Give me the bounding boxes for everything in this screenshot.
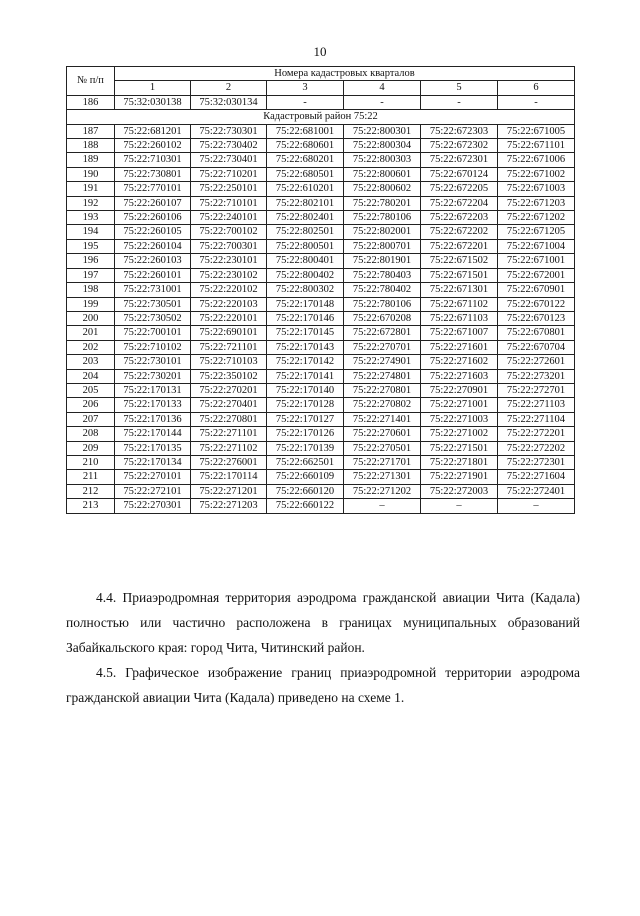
cadastral-number-cell: 75:22:272101	[115, 484, 191, 498]
cadastral-number-cell: 75:22:710102	[115, 340, 191, 354]
cadastral-number-cell: 75:22:671005	[498, 124, 575, 138]
header-row-group	[67, 67, 575, 81]
cadastral-number-cell: 75:22:680601	[267, 139, 344, 153]
row-number: 198	[67, 283, 115, 297]
cadastral-number-cell: 75:22:672302	[421, 139, 498, 153]
cadastral-number-cell: 75:22:170145	[267, 326, 344, 340]
cadastral-number-cell: 75:22:660109	[267, 470, 344, 484]
cadastral-number-cell: 75:22:671202	[498, 211, 575, 225]
row-number: 204	[67, 369, 115, 383]
row-number: 193	[67, 211, 115, 225]
cadastral-number-cell: 75:22:271301	[344, 470, 421, 484]
cadastral-number-cell: 75:22:671501	[421, 268, 498, 282]
cadastral-number-cell: 75:22:270901	[421, 383, 498, 397]
cadastral-number-cell: 75:22:690101	[191, 326, 267, 340]
paragraph-4-4: 4.4. Приаэродромная территория аэродрома гражданской авиации Чита (Кадала) полностью или частично расположена в границах муниципальных образований Забайкальского края: город Чита, Читинский район.	[66, 590, 580, 655]
row-number: 186	[67, 95, 115, 109]
cadastral-number-cell: 75:22:730502	[115, 311, 191, 325]
table-row	[67, 355, 575, 369]
cadastral-number-cell: 75:22:271103	[498, 398, 575, 412]
cadastral-number-cell: 75:22:800501	[267, 239, 344, 253]
cadastral-number-cell: 75:22:170143	[267, 340, 344, 354]
table-row	[67, 427, 575, 441]
cadastral-number-cell: 75:22:730401	[191, 153, 267, 167]
column-header-3: 3	[267, 81, 344, 95]
cadastral-number-cell: 75:22:270601	[344, 427, 421, 441]
row-number: 210	[67, 455, 115, 469]
table-row	[67, 153, 575, 167]
cadastral-number-cell: 75:22:270801	[191, 412, 267, 426]
cadastral-number-cell: 75:22:170134	[115, 455, 191, 469]
cadastral-number-cell: 75:22:270801	[344, 383, 421, 397]
cadastral-number-cell: 75:22:220101	[191, 311, 267, 325]
cadastral-number-cell: 75:22:780402	[344, 283, 421, 297]
row-number: 189	[67, 153, 115, 167]
cadastral-number-cell: 75:22:274801	[344, 369, 421, 383]
table-row	[67, 326, 575, 340]
cadastral-number-cell: 75:22:671101	[498, 139, 575, 153]
cadastral-number-cell: 75:22:700102	[191, 225, 267, 239]
table-row	[67, 383, 575, 397]
cadastral-number-cell: 75:22:721101	[191, 340, 267, 354]
row-number: 208	[67, 427, 115, 441]
cadastral-number-cell: 75:22:671003	[498, 182, 575, 196]
column-header-number: № п/п	[67, 67, 115, 96]
cadastral-number-cell: 75:22:672205	[421, 182, 498, 196]
row-number: 203	[67, 355, 115, 369]
cadastral-number-cell: 75:22:270701	[344, 340, 421, 354]
cadastral-number-cell: 75:22:260101	[115, 268, 191, 282]
cadastral-number-cell: 75:22:273201	[498, 369, 575, 383]
cadastral-number-cell: 75:22:230102	[191, 268, 267, 282]
cadastral-number-cell: 75:22:802501	[267, 225, 344, 239]
cadastral-number-cell: 75:22:272701	[498, 383, 575, 397]
cadastral-number-cell: 75:22:801901	[344, 254, 421, 268]
cadastral-number-cell: 75:22:730801	[115, 167, 191, 181]
cadastral-number-cell: 75:22:260105	[115, 225, 191, 239]
cadastral-number-cell: 75:22:670124	[421, 167, 498, 181]
cadastral-number-cell: 75:22:671001	[498, 254, 575, 268]
column-header-4: 4	[344, 81, 421, 95]
cadastral-number-cell: 75:22:276001	[191, 455, 267, 469]
row-number: 205	[67, 383, 115, 397]
cadastral-number-cell: 75:22:780201	[344, 196, 421, 210]
table-header	[67, 67, 575, 96]
table-row	[67, 499, 575, 513]
cadastral-number-cell: 75:22:270501	[344, 441, 421, 455]
cadastral-number-cell: 75:22:681001	[267, 124, 344, 138]
row-number: 201	[67, 326, 115, 340]
cadastral-number-cell: 75:22:272003	[421, 484, 498, 498]
row-number: 188	[67, 139, 115, 153]
cadastral-number-cell: 75:22:170148	[267, 297, 344, 311]
cadastral-number-cell: 75:22:780403	[344, 268, 421, 282]
cadastral-number-cell: 75:22:730101	[115, 355, 191, 369]
cadastral-number-cell: 75:22:260106	[115, 211, 191, 225]
cadastral-number-cell: 75:22:671103	[421, 311, 498, 325]
row-number: 191	[67, 182, 115, 196]
table-row	[67, 398, 575, 412]
cadastral-number-cell: 75:22:660120	[267, 484, 344, 498]
cadastral-number-cell: –	[498, 499, 575, 513]
table-row	[67, 268, 575, 282]
column-header-1: 1	[115, 81, 191, 95]
row-number: 211	[67, 470, 115, 484]
cadastral-number-cell: 75:22:802401	[267, 211, 344, 225]
cadastral-number-cell: 75:22:802101	[267, 196, 344, 210]
row-number: 195	[67, 239, 115, 253]
cadastral-number-cell: 75:22:270401	[191, 398, 267, 412]
cadastral-number-cell: 75:22:270101	[115, 470, 191, 484]
cadastral-number-cell: 75:22:170139	[267, 441, 344, 455]
cadastral-number-cell: –	[421, 499, 498, 513]
cadastral-number-cell: 75:22:271002	[421, 427, 498, 441]
cadastral-number-cell: 75:22:800402	[267, 268, 344, 282]
cadastral-number-cell: 75:22:660122	[267, 499, 344, 513]
cadastral-number-cell: 75:22:672801	[344, 326, 421, 340]
cadastral-number-cell: 75:22:170142	[267, 355, 344, 369]
cadastral-number-cell: 75:22:260102	[115, 139, 191, 153]
cadastral-number-cell: 75:22:672303	[421, 124, 498, 138]
cadastral-number-cell: 75:22:260103	[115, 254, 191, 268]
table-row	[67, 311, 575, 325]
cadastral-number-cell: 75:22:800302	[267, 283, 344, 297]
row-number: 207	[67, 412, 115, 426]
cadastral-number-cell: 75:22:170136	[115, 412, 191, 426]
cadastral-number-cell: 75:22:802001	[344, 225, 421, 239]
region-row	[67, 110, 575, 124]
cadastral-number-cell: 75:22:271401	[344, 412, 421, 426]
table-row	[67, 182, 575, 196]
cadastral-number-cell: 75:22:271604	[498, 470, 575, 484]
cadastral-number-cell: 75:22:350102	[191, 369, 267, 383]
cadastral-number-cell: 75:22:274901	[344, 355, 421, 369]
cadastral-number-cell: 75:22:730201	[115, 369, 191, 383]
table-row	[67, 95, 575, 109]
cadastral-number-cell: 75:22:800701	[344, 239, 421, 253]
cadastral-number-cell: 75:22:700301	[191, 239, 267, 253]
cadastral-number-cell: 75:22:672301	[421, 153, 498, 167]
cadastral-number-cell: 75:22:671502	[421, 254, 498, 268]
row-number: 194	[67, 225, 115, 239]
cadastral-number-cell: -	[344, 95, 421, 109]
cadastral-number-cell: 75:22:800304	[344, 139, 421, 153]
table-row	[67, 340, 575, 354]
cadastral-number-cell: -	[498, 95, 575, 109]
table-row	[67, 211, 575, 225]
cadastral-number-cell: 75:22:271602	[421, 355, 498, 369]
cadastral-number-cell: 75:22:700101	[115, 326, 191, 340]
table-row	[67, 124, 575, 138]
cadastral-number-cell: 75:22:800601	[344, 167, 421, 181]
cadastral-number-cell: 75:22:670901	[498, 283, 575, 297]
cadastral-number-cell: 75:22:610201	[267, 182, 344, 196]
row-number: 213	[67, 499, 115, 513]
cadastral-number-cell: 75:22:672201	[421, 239, 498, 253]
cadastral-table	[66, 66, 575, 514]
cadastral-number-cell: 75:22:271102	[191, 441, 267, 455]
cadastral-number-cell: 75:22:671004	[498, 239, 575, 253]
cadastral-number-cell: 75:32:030138	[115, 95, 191, 109]
table-row	[67, 283, 575, 297]
cadastral-number-cell: 75:22:672001	[498, 268, 575, 282]
column-header-5: 5	[421, 81, 498, 95]
row-number: 212	[67, 484, 115, 498]
cadastral-number-cell: 75:22:270802	[344, 398, 421, 412]
cadastral-number-cell: 75:22:230101	[191, 254, 267, 268]
cadastral-number-cell: 75:22:271201	[191, 484, 267, 498]
cadastral-number-cell: 75:22:672204	[421, 196, 498, 210]
cadastral-number-cell: 75:22:271701	[344, 455, 421, 469]
cadastral-number-cell: 75:22:272201	[498, 427, 575, 441]
cadastral-number-cell: –	[344, 499, 421, 513]
cadastral-number-cell: 75:22:671301	[421, 283, 498, 297]
table-row	[67, 455, 575, 469]
cadastral-number-cell: 75:22:672202	[421, 225, 498, 239]
cadastral-number-cell: 75:22:170127	[267, 412, 344, 426]
table-row	[67, 484, 575, 498]
cadastral-number-cell: 75:22:710201	[191, 167, 267, 181]
page-number: 10	[313, 44, 327, 59]
cadastral-number-cell: 75:22:731001	[115, 283, 191, 297]
row-number: 187	[67, 124, 115, 138]
cadastral-number-cell: 75:22:250101	[191, 182, 267, 196]
cadastral-number-cell: 75:22:770101	[115, 182, 191, 196]
column-header-6: 6	[498, 81, 575, 95]
cadastral-number-cell: 75:22:670123	[498, 311, 575, 325]
cadastral-number-cell: 75:22:671102	[421, 297, 498, 311]
cadastral-number-cell: 75:22:260107	[115, 196, 191, 210]
cadastral-number-cell: 75:22:670801	[498, 326, 575, 340]
row-number: 200	[67, 311, 115, 325]
cadastral-number-cell: 75:22:170128	[267, 398, 344, 412]
cadastral-number-cell: 75:22:680501	[267, 167, 344, 181]
cadastral-number-cell: 75:22:671205	[498, 225, 575, 239]
table-row	[67, 369, 575, 383]
table-row	[67, 196, 575, 210]
cadastral-number-cell: 75:22:730301	[191, 124, 267, 138]
cadastral-number-cell: 75:22:170135	[115, 441, 191, 455]
cadastral-number-cell: 75:22:680201	[267, 153, 344, 167]
table-row	[67, 254, 575, 268]
table-row	[67, 297, 575, 311]
cadastral-number-cell: 75:22:271801	[421, 455, 498, 469]
table-body	[67, 95, 575, 513]
column-header-2: 2	[191, 81, 267, 95]
cadastral-number-cell: 75:22:271001	[421, 398, 498, 412]
cadastral-number-cell: 75:22:780106	[344, 211, 421, 225]
cadastral-number-cell: 75:22:240101	[191, 211, 267, 225]
cadastral-number-cell: 75:22:671002	[498, 167, 575, 181]
cadastral-number-cell: 75:22:671006	[498, 153, 575, 167]
cadastral-number-cell: 75:22:170141	[267, 369, 344, 383]
cadastral-number-cell: 75:22:730402	[191, 139, 267, 153]
cadastral-number-cell: 75:22:170133	[115, 398, 191, 412]
cadastral-number-cell: 75:22:271901	[421, 470, 498, 484]
cadastral-number-cell: 75:22:271202	[344, 484, 421, 498]
cadastral-number-cell: 75:22:272202	[498, 441, 575, 455]
row-number: 190	[67, 167, 115, 181]
row-number: 196	[67, 254, 115, 268]
cadastral-number-cell: 75:22:671007	[421, 326, 498, 340]
cadastral-number-cell: 75:22:800301	[344, 124, 421, 138]
cadastral-number-cell: 75:22:170144	[115, 427, 191, 441]
row-number: 199	[67, 297, 115, 311]
row-number: 202	[67, 340, 115, 354]
cadastral-number-cell: 75:22:710101	[191, 196, 267, 210]
cadastral-number-cell: 75:22:800602	[344, 182, 421, 196]
cadastral-number-cell: 75:22:662501	[267, 455, 344, 469]
table-row	[67, 470, 575, 484]
cadastral-number-cell: 75:22:260104	[115, 239, 191, 253]
table-row	[67, 167, 575, 181]
table-row	[67, 225, 575, 239]
cadastral-number-cell: 75:22:730501	[115, 297, 191, 311]
row-number: 206	[67, 398, 115, 412]
cadastral-number-cell: 75:22:271501	[421, 441, 498, 455]
cadastral-number-cell: 75:22:800303	[344, 153, 421, 167]
cadastral-number-cell: 75:22:672203	[421, 211, 498, 225]
cadastral-number-cell: -	[267, 95, 344, 109]
cadastral-number-cell: 75:22:170126	[267, 427, 344, 441]
header-row-columns	[67, 81, 575, 95]
cadastral-number-cell: 75:22:271104	[498, 412, 575, 426]
cadastral-number-cell: 75:22:270301	[115, 499, 191, 513]
table-row	[67, 139, 575, 153]
cadastral-number-cell: 75:22:671203	[498, 196, 575, 210]
table-row	[67, 441, 575, 455]
paragraph-4-5: 4.5. Графическое изображение границ приаэродромной территории аэродрома гражданской авиации Чита (Кадала) приведено на схеме 1.	[66, 665, 580, 705]
cadastral-number-cell: 75:22:272601	[498, 355, 575, 369]
cadastral-number-cell: 75:22:170114	[191, 470, 267, 484]
table-row	[67, 412, 575, 426]
cadastral-number-cell: 75:22:170140	[267, 383, 344, 397]
cadastral-number-cell: 75:22:220102	[191, 283, 267, 297]
cadastral-number-cell: 75:22:800401	[267, 254, 344, 268]
column-header-group: Номера кадастровых кварталов	[115, 67, 575, 81]
cadastral-number-cell: 75:22:670208	[344, 311, 421, 325]
cadastral-number-cell: 75:22:271203	[191, 499, 267, 513]
cadastral-number-cell: 75:32:030134	[191, 95, 267, 109]
cadastral-number-cell: 75:22:670704	[498, 340, 575, 354]
table-row	[67, 239, 575, 253]
row-number: 197	[67, 268, 115, 282]
region-label: Кадастровый район 75:22	[67, 110, 575, 124]
cadastral-number-cell: 75:22:681201	[115, 124, 191, 138]
row-number: 192	[67, 196, 115, 210]
cadastral-number-cell: 75:22:271101	[191, 427, 267, 441]
cadastral-number-cell: 75:22:271601	[421, 340, 498, 354]
cadastral-number-cell: 75:22:220103	[191, 297, 267, 311]
cadastral-number-cell: 75:22:670122	[498, 297, 575, 311]
cadastral-number-cell: 75:22:272401	[498, 484, 575, 498]
cadastral-number-cell: 75:22:272301	[498, 455, 575, 469]
cadastral-number-cell: 75:22:271603	[421, 369, 498, 383]
cadastral-number-cell: 75:22:170146	[267, 311, 344, 325]
cadastral-number-cell: -	[421, 95, 498, 109]
cadastral-number-cell: 75:22:270201	[191, 383, 267, 397]
cadastral-number-cell: 75:22:710301	[115, 153, 191, 167]
cadastral-number-cell: 75:22:780106	[344, 297, 421, 311]
cadastral-number-cell: 75:22:170131	[115, 383, 191, 397]
cadastral-number-cell: 75:22:710103	[191, 355, 267, 369]
cadastral-number-cell: 75:22:271003	[421, 412, 498, 426]
row-number: 209	[67, 441, 115, 455]
